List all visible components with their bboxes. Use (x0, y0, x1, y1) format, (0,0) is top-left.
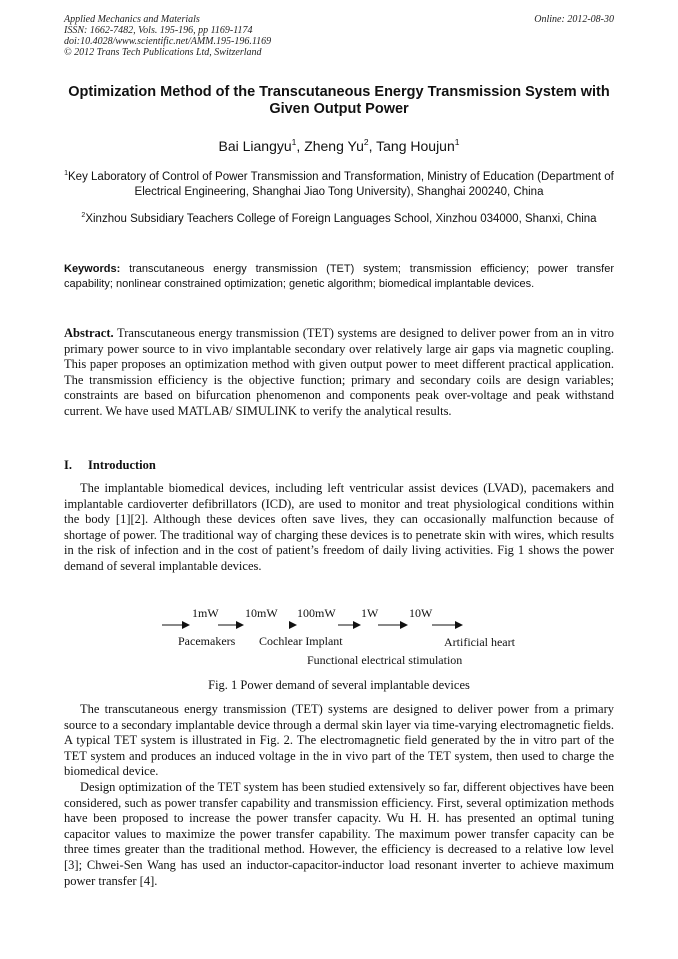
power-level-label: 10W (409, 606, 433, 620)
intro-paragraph: The implantable biomedical devices, including left ventricular assist devices (LVAD), pacemakers and implantable cardioverter defibrillators (ICD), are used to monitor and treat physiological conditions within the body [1][2]. Although these devices often save lives, they can occasionally malfunction because of shortage of power. The traditional way of charging these devices is to penetrate skin with wires, which results in the risk of infection and in the cost of patient’s freedom of daily living activities. Fig 1 shows the power demand of several implantable devices. (64, 481, 614, 573)
section-heading (64, 458, 156, 473)
keywords-block (64, 262, 614, 292)
paragraph-3: Design optimization of the TET system has been studied extensively so far, different objectives have been considered, such as power transfer capability and transmission efficiency. First, several optimization methods have been proposed to increase the power transfer capacity. Wu H. H. has presented an optimal tuning capacitor values to maximize the power transfer capability. The maximum power transfer capacity can be three times greater than the traditional method. However, the efficiency is decreased to a relative low level [3]; Chwei-Sen Wang has used an inductor-capacitor-inductor load resonant inverter to achieve maximum power transfer [4]. (64, 780, 614, 888)
abstract-block (64, 326, 614, 420)
copyright-line: © 2012 Trans Tech Publications Ltd, Switzerland (64, 47, 262, 58)
paper-title: Optimization Method of the Transcutaneous Energy Transmission System with Given Output Power (68, 84, 610, 117)
paragraph-2: The transcutaneous energy transmission (TET) systems are designed to deliver power from a primary source to a secondary implantable device through a dermal skin layer via time-varying electromagnetic fields. A typical TET system is illustrated in Fig. 2. The electromagnetic field generated by the in vitro part of the TET system and produces an induced voltage in the in vivo part of the TET system, then used to charge the biomedical device. (64, 702, 614, 779)
author-name: Bai Liangyu (218, 138, 292, 154)
device-label: Pacemakers (178, 634, 236, 648)
device-label: Functional electrical stimulation (307, 653, 463, 667)
journal-header (64, 14, 614, 58)
author-sup: 1 (454, 137, 460, 147)
abstract-label: Abstract. (64, 326, 114, 340)
affiliation-sup: 1 (64, 170, 69, 177)
affiliation-sup: 2 (81, 212, 86, 219)
issn-line: ISSN: 1662-7482, Vols. 195-196, pp 1169-1174 (64, 25, 253, 36)
keywords-text: transcutaneous energy transmission (TET) system; transmission efficiency; power transfer capability; nonlinear constrained optimization; genetic algorithm; biomedical implantable devices. (64, 263, 614, 290)
author-name: Zheng Yu (304, 138, 364, 154)
power-level-label: 1W (361, 606, 379, 620)
author-sup: 2 (363, 137, 369, 147)
author-name: Tang Houjun (376, 138, 455, 154)
affiliation-1 (64, 170, 614, 200)
section-title: Introduction (88, 458, 156, 472)
author-list: Bai Liangyu$^1$, Zheng Yu$^2$, Tang Houjun$^1$ (218, 137, 460, 154)
journal-name: Applied Mechanics and Materials (64, 14, 200, 25)
device-label: Cochlear Implant (259, 634, 343, 648)
figure-1-caption: Fig. 1 Power demand of several implantable devices (208, 678, 470, 692)
doi-line: doi:10.4028/www.scientific.net/AMM.195-196.1169 (64, 36, 272, 47)
power-level-label: 100mW (297, 606, 336, 620)
affiliation-text: Key Laboratory of Control of Power Transmission and Transformation, Ministry of Education (Department of Electrical Engineering, Shanghai Jiao Tong University), Shanghai 200240, China (68, 171, 614, 198)
device-label: Artificial heart (444, 635, 515, 649)
affiliation-text: Xinzhou Subsidiary Teachers College of Foreign Languages School, Xinzhou 034000, Shanxi, China (85, 213, 597, 225)
abstract-text: Transcutaneous energy transmission (TET) systems are designed to deliver power from an in vitro primary power source to in vivo implantable secondary over relatively large air gaps via magnetic coupling. This paper proposes an optimization method with given output power to meet different practical application. The transmission efficiency is the objective function; primary and secondary coils are design variables; constraints are based on bifurcation phenomenon and components peak over-voltage and peak withstand current. We have used MATLAB/ SIMULINK to verify the analytical results. (64, 326, 614, 418)
keywords-label: Keywords: (64, 263, 121, 275)
online-date: Online: 2012-08-30 (534, 14, 614, 25)
power-level-label: 10mW (245, 606, 278, 620)
author-sup: 1 (291, 137, 297, 147)
affiliation-2 (64, 212, 614, 227)
section-number: I. (64, 458, 72, 472)
power-level-label: 1mW (192, 606, 219, 620)
